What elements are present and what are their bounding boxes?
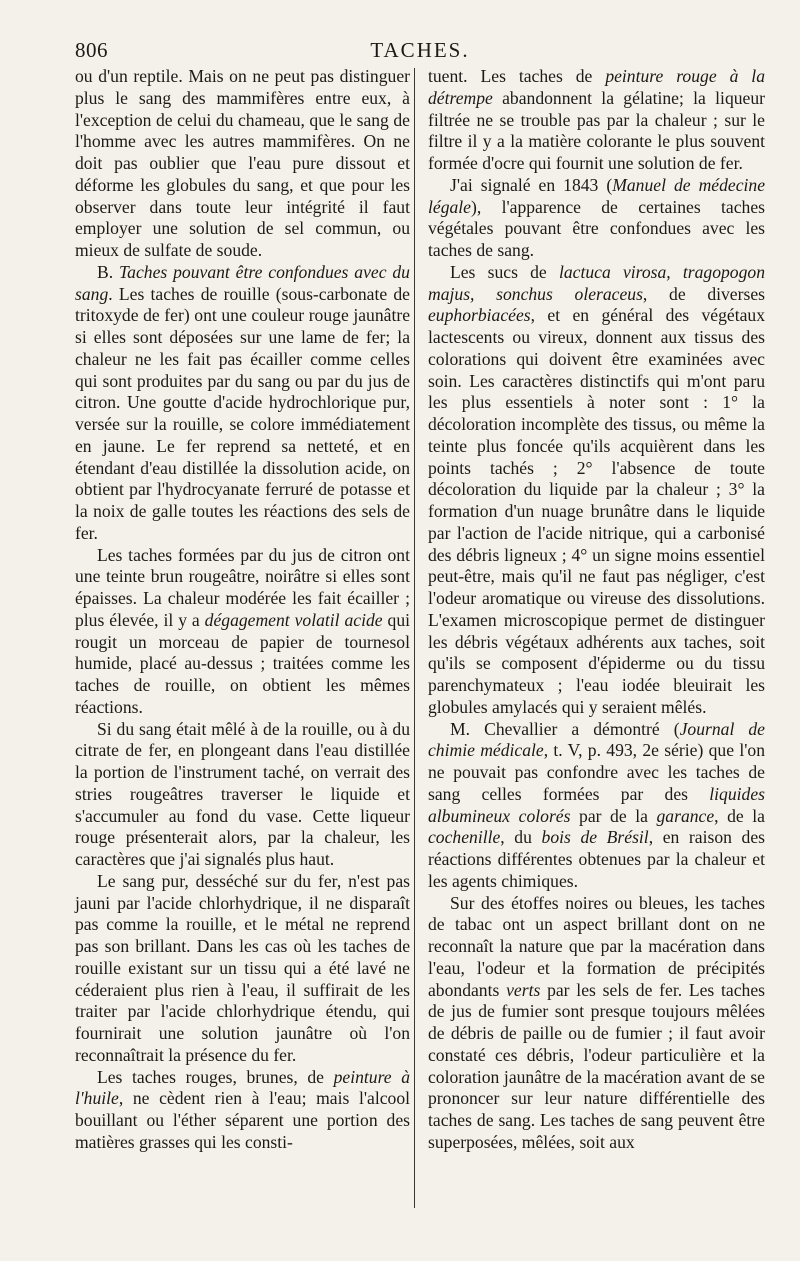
italic-text: verts <box>506 979 541 1000</box>
paragraph <box>428 719 765 893</box>
text-run: Le sang pur, desséché sur du fer, n'est pas jauni par l'acide chlorhydrique, il ne disparaît pas comme la rouille, et le métal ne reprend pas son brillant. Dans les cas où les taches de rouille existant sur un tissu qui a été lavé ne céderaient plus rien à l'eau, il suffirait de les traiter par l'acide chlorhydrique étendu, qui fournirait une solution jaunâtre où l'on reconnaîtrait la présence du fer. <box>75 870 410 1065</box>
text-run: Si du sang était mêlé à de la rouille, ou à du citrate de fer, en plongeant dans l'eau distillée la portion de l'instrument taché, on verrait des stries rougeâtres traverser le liquide et s'accumuler au fond du vase. Cette liqueur rouge présenterait alors, par la chaleur, les caractères que j'ai signalés plus haut. <box>75 718 410 869</box>
text-run: abandonnent la gélatine; la liqueur filtrée ne se trouble pas par la chaleur ; sur le filtre il y a la matière colorante le plus souvent formée d'ocre qui fournit une solution de fer. <box>428 87 765 173</box>
text-run: Les sucs de <box>450 261 559 282</box>
paragraph <box>75 719 410 871</box>
italic-text: peinture rouge à la détrempe <box>428 66 765 108</box>
text-run: par les sels de fer. Les taches de jus de fumier sont presque toujours mêlées de débris de paille ou de fumier ; il faut avoir constaté ces débris, l'odeur particulière et la coloration jaunâtre de la macération avant de se prononcer sur leur nature différentielle des taches de sang. Les taches de sang peuvent être superposées, mêlées, soit aux <box>428 979 765 1152</box>
column-divider <box>414 68 415 1208</box>
text-run: ), l'apparence de certaines taches végétales pouvant être confondues avec les taches de sang. <box>428 196 765 260</box>
text-run: , ne cèdent rien à l'eau; mais l'alcool bouillant ou l'éther séparent une portion des matières grasses qui les consti- <box>75 1088 410 1152</box>
paragraph <box>428 262 765 719</box>
running-title: TACHES. <box>370 38 470 62</box>
text-run: , de la <box>714 805 765 826</box>
text-run: Sur des étoffes noires ou bleues, les taches de tabac ont un aspect brillant dont on ne reconnaît la nature que par la macération dans l'eau, l'odeur et la formation de précipités abondants <box>428 892 765 1000</box>
italic-text: Journal de chimie médicale <box>428 718 765 761</box>
text-run: . Les taches de rouille (sous-carbonate de tritoxyde de fer) ont une couleur rouge jaunâtre si elles sont déposées sur une lame de fer; la chaleur ne les fait pas écailler comme celles qui sont produites par du sang ou par du jus de citron. Une goutte d'acide hydrochlorique pur, versée sur la rouille, se colore immédiatement en jaune. Le fer reprend sa netteté, et en étendant d'eau distillée la dissolution acide, on obtient par l'hydrocyanate ferruré de potasse et la noix de galle toutes les réactions des sels de fer. <box>75 283 410 543</box>
italic-text: dégagement volatil acide <box>204 609 383 630</box>
paragraph <box>75 262 410 545</box>
text-run: qui rougit un morceau de papier de tournesol humide, placé au-dessus ; traitées comme les taches de rouille, on obtient les mêmes réactions. <box>75 609 411 717</box>
text-run: tuent. Les taches de <box>428 66 606 86</box>
page-number: 806 <box>75 38 108 62</box>
italic-text: liquides albumineux colorés <box>428 783 765 826</box>
text-run: , de diverses <box>642 283 765 304</box>
left-column <box>75 66 410 1154</box>
text-run: J'ai signalé en 1843 ( <box>450 174 613 195</box>
paragraph <box>428 66 765 175</box>
text-run: , du <box>500 827 542 848</box>
italic-text: Manuel de médecine légale <box>428 174 765 217</box>
italic-text: lactuca virosa, tragopogon majus, sonchus oleraceus <box>428 261 765 304</box>
text-run: par de la <box>570 805 657 826</box>
text-run: , et en général des végétaux lactescents ou vireux, donnent aux tissus des colorations qui doivent être examinées avec soin. Les caractères distinctifs qui m'ont paru les plus essentiels à noter sont : 1° la décoloration incomplète des tissus, ou même la teinte plus foncée qu'ils acquièrent dans les points tachés ; 2° l'absence de toute décoloration du liquide par la chaleur ; 3° la formation d'un nuage brunâtre dans le liquide par l'action de l'acide nitrique, qui a carbonisé des débris ligneux ; 4° un signe moins essentiel peut-être, mais qu'il ne faut pas négliger, c'est l'odeur aromatique ou vireuse des dissolutions. L'examen microscopique permet de distinguer les débris végétaux adhérents aux taches, soit qu'ils se composent d'épiderme ou du tissu parenchymateux ; l'eau iodée bleuirait les globules amylacés qui y seraient mêlés. <box>428 305 765 717</box>
page-header <box>75 38 765 68</box>
paragraph <box>428 175 765 262</box>
italic-text: garance <box>656 805 715 826</box>
text-run: Les taches rouges, brunes, de <box>97 1066 334 1087</box>
paragraph <box>428 893 765 1154</box>
text-run: ou d'un reptile. Mais on ne peut pas distinguer plus le sang des mammifères entre eux, à l'exception de celui du chameau, que le sang de l'homme avec les autres mammifères. On ne doit pas oublier que l'eau pure dissout et déforme les globules du sang, et que pour les observer dans toute leur intégrité il faut employer une solution de sel commun, ou mieux de sulfate de soude. <box>75 66 410 260</box>
right-column <box>428 66 765 1154</box>
paragraph <box>75 871 410 1067</box>
text-run: , t. V, p. 493, 2e série) que l'on ne pouvait pas confondre avec les taches de sang celles formées par des <box>428 740 765 804</box>
text-run: , en raison des réactions différentes obtenues par la chaleur et les agents chimiques. <box>428 827 765 891</box>
text-run: M. Chevallier a démontré ( <box>450 718 680 739</box>
paragraph <box>75 66 410 262</box>
italic-text: euphorbiacées <box>428 305 531 326</box>
text-run: B. <box>97 261 120 282</box>
text-run: Les taches formées par du jus de citron ont une teinte brun rougeâtre, noirâtre si elles sont épaisses. La chaleur modérée les fait écailler ; plus élevée, il y a <box>75 544 410 630</box>
italic-text: Taches pouvant être confondues avec du sang <box>75 261 410 304</box>
italic-text: bois de Brésil <box>541 827 649 848</box>
italic-text: cochenille <box>428 827 501 848</box>
paragraph <box>75 545 410 719</box>
italic-text: peinture à l'huile <box>75 1066 410 1109</box>
paragraph <box>75 1067 410 1154</box>
